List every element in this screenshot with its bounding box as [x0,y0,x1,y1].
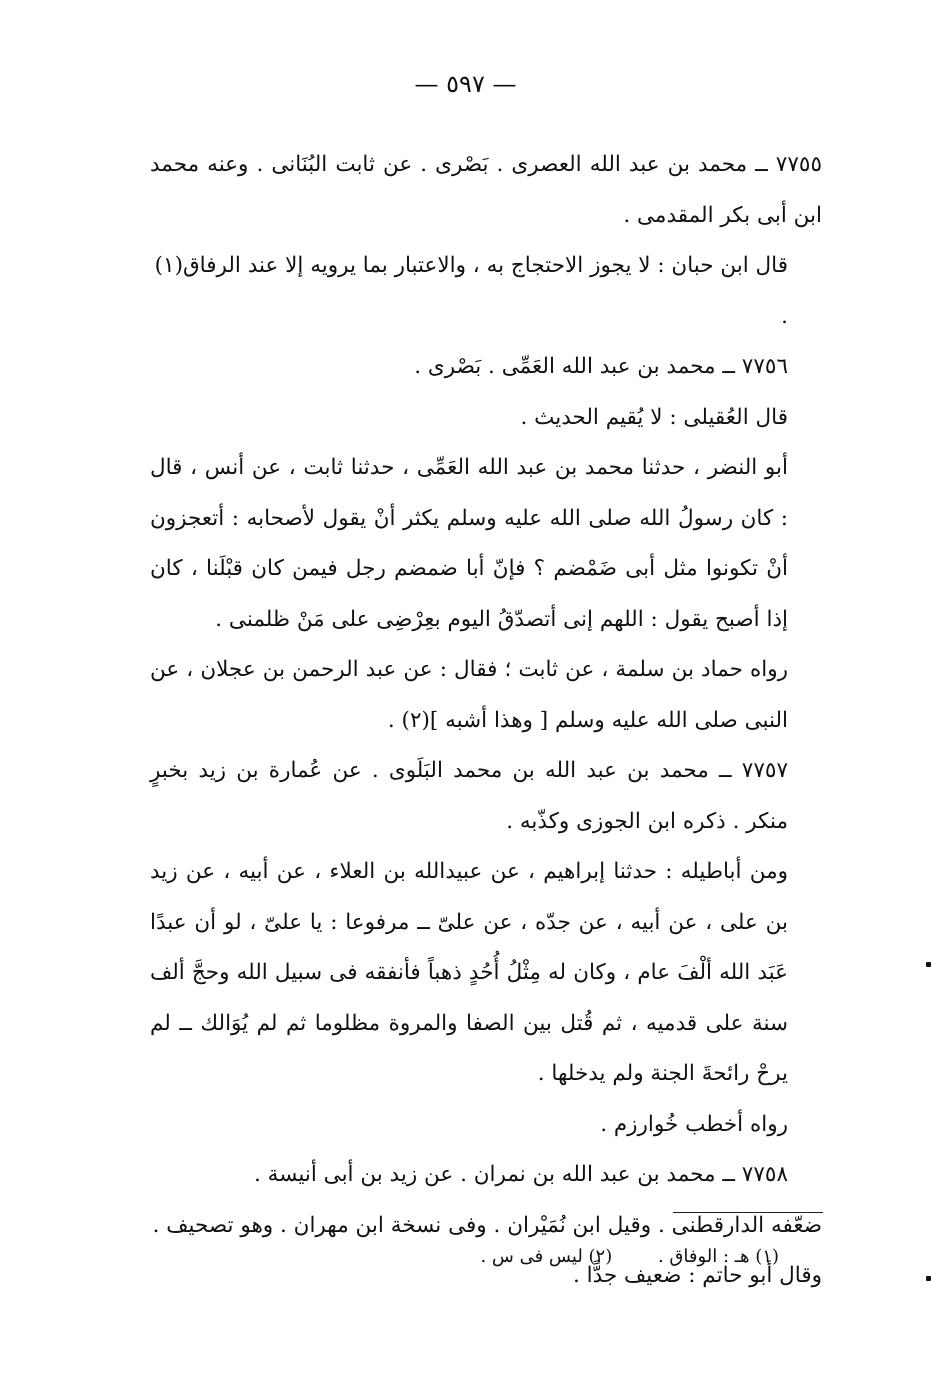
entry-7756: ٧٧٥٦ ــ محمد بن عبد الله العَمِّى . بَصْرى . [414,354,788,379]
entry-7757: ٧٧٥٧ ــ محمد بن عبد الله بن محمد البَلَوى . عن عُمارة بن زيد بخبرٍ منكر . ذكره ابن الجوزى وكذّبه . [150,758,788,834]
main-text [150,140,822,1302]
hammad-narration: رواه حماد بن سلمة ، عن ثابت ؛ فقال : عن عبد الرحمن بن عجلان ، عن النبى صلى الله عليه وسلم [ وهذا أشبه ](٢) . [150,657,788,733]
abatil-hadith: ومن أباطيله : حدثنا إبراهيم ، عن عبيدالله بن العلاء ، عن أبيه ، عن زيد بن على ، عن أبيه ، عن جدّه ، عن علىّ ــ مرفوعا : يا علىّ ، لو أن عبدًا عَبَد الله ألْفَ عام ، وكان له مِثْلُ أُحُدٍ ذهباً فأنفقه فى سبيل الله وحجَّ ألف سنة على قدميه ، ثم قُتل بين الصفا والمروة مظلوما ثم لم يُوَالك ــ لم يرحْ رائحةَ الجنة ولم يدخلها . [150,859,789,1086]
footnote-2: (٢) ليس فى س . [480,1246,613,1267]
scan-speck [926,1276,931,1281]
hadith-abu-damdam: أبو النضر ، حدثنا محمد بن عبد الله العَمِّى ، حدثنا ثابت ، عن أنس ، قال : كان رسولُ الله صلى الله عليه وسلم يكثر أنْ يقول لأصحابه : أتعجزون أنْ تكونوا مثل أبى ضَمْضم ؟ فإنّ أبا ضمضم رجل فيمن كان قبْلَنا ، كان إذا أصبح يقول : اللهم إنى أتصدّقُ اليوم بعِرْضِى على مَنْ ظلمنى . [150,455,788,632]
entry-7755: ٧٧٥٥ ــ محمد بن عبد الله العصرى . بَصْرى . عن ثابت البُنَانى . وعنه محمد ابن أبى بكر المقدمى . [150,152,822,228]
daraqutni-comment: ضعّفه الدارقطنى . وقيل ابن نُمَيْران . وفى نسخة ابن مهران . وهو تصحيف . [152,1212,822,1238]
footnote-divider [673,1212,823,1213]
akhtab-khwarazm: رواه أخطب خُوارزم . [600,1111,788,1137]
footnote-1: (١) هـ : الوفاق . [657,1246,779,1267]
footnotes [480,1246,779,1267]
ibn-hibban-comment: قال ابن حبان : لا يجوز الاحتجاج به ، والاعتبار بما يرويه إلا عند الرفاق(١) . [154,253,788,329]
page-number: — ٥٩٧ — [414,70,517,98]
entry-7758: ٧٧٥٨ ــ محمد بن عبد الله بن نمران . عن زيد بن أبى أنيسة . [254,1162,788,1187]
abu-hatim-comment: وقال أبو حاتم : ضعيف جدًّا . [572,1263,822,1288]
scan-speck [926,962,931,967]
uqayli-comment: قال العُقيلى : لا يُقيم الحديث . [520,404,788,430]
